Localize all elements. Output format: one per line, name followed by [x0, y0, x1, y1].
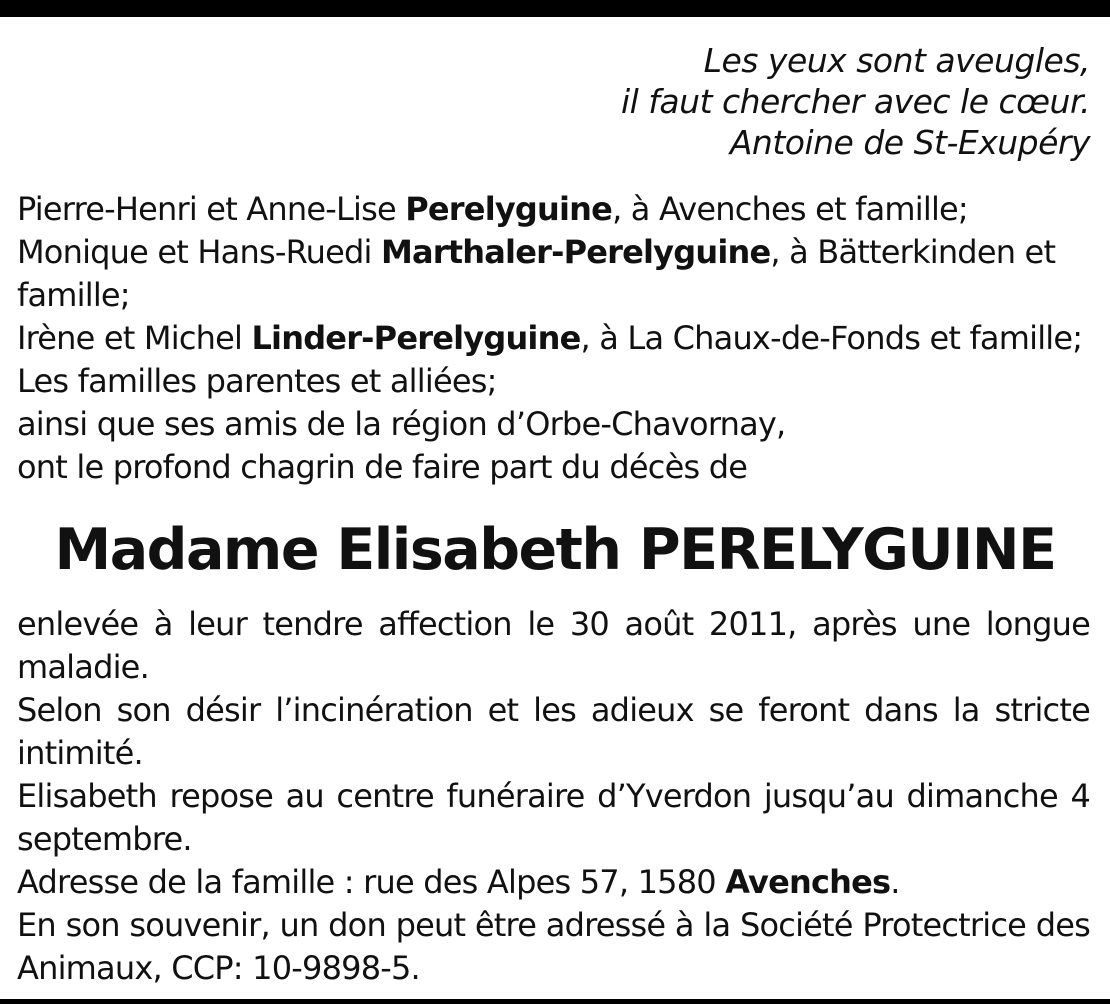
- family-line-3-suffix: , à La Chaux-de-Fonds et famille;: [580, 319, 1083, 357]
- epigraph-line-1: Les yeux sont aveugles,: [703, 41, 1090, 80]
- top-border-rule: [0, 0, 1110, 17]
- family-announcement: [17, 188, 1092, 489]
- family-line-6: ont le profond chagrin de faire part du décès de: [17, 448, 748, 486]
- family-line-4: Les familles parentes et alliées;: [17, 362, 497, 400]
- details-paragraph-5: En son souvenir, un don peut être adressé à la Société Protectrice des Animaux, CCP: 10-9898-5.: [17, 906, 1090, 987]
- details-paragraph-3: Elisabeth repose au centre funéraire d’Yverdon jusqu’au dimanche 4 septembre.: [17, 777, 1090, 858]
- family-line-1: [17, 188, 1092, 231]
- family-line-3: [17, 317, 1092, 360]
- details-paragraph-4: [17, 861, 1090, 904]
- epigraph-line-2: il faut chercher avec le cœur.: [620, 82, 1090, 121]
- family-name-1: Perelyguine: [405, 190, 613, 228]
- family-name-3: Linder-Perelyguine: [251, 319, 581, 357]
- family-line-1-suffix: , à Avenches et famille;: [612, 190, 968, 228]
- details-paragraph-2: Selon son désir l’incinération et les adieux se feront dans la stricte intimité.: [17, 691, 1090, 772]
- family-line-2: [17, 231, 1092, 317]
- family-line-2-suffix: , à Bätterkinden et famille;: [17, 233, 1056, 314]
- family-line-2-text: Monique et Hans-Ruedi: [17, 233, 381, 271]
- family-name-2: Marthaler-Perelyguine: [380, 233, 771, 271]
- bottom-border-rule: [0, 999, 1110, 1004]
- funeral-details: [17, 603, 1090, 990]
- deceased-name-heading: Madame Elisabeth PERELYGUINE: [54, 517, 1056, 583]
- family-line-5: ainsi que ses amis de la région d’Orbe-Chavornay,: [17, 405, 786, 443]
- family-address-suffix: .: [890, 863, 900, 901]
- family-line-1-text: Pierre-Henri et Anne-Lise: [17, 190, 406, 228]
- family-address-city: Avenches: [725, 863, 891, 901]
- details-paragraph-1: enlevée à leur tendre affection le 30 août 2011, après une longue maladie.: [17, 605, 1090, 686]
- family-address-text: Adresse de la famille : rue des Alpes 57, 1580: [17, 863, 726, 901]
- epigraph-author: Antoine de St-Exupéry: [729, 123, 1090, 162]
- epigraph-quote: [621, 40, 1090, 163]
- family-line-3-text: Irène et Michel: [17, 319, 252, 357]
